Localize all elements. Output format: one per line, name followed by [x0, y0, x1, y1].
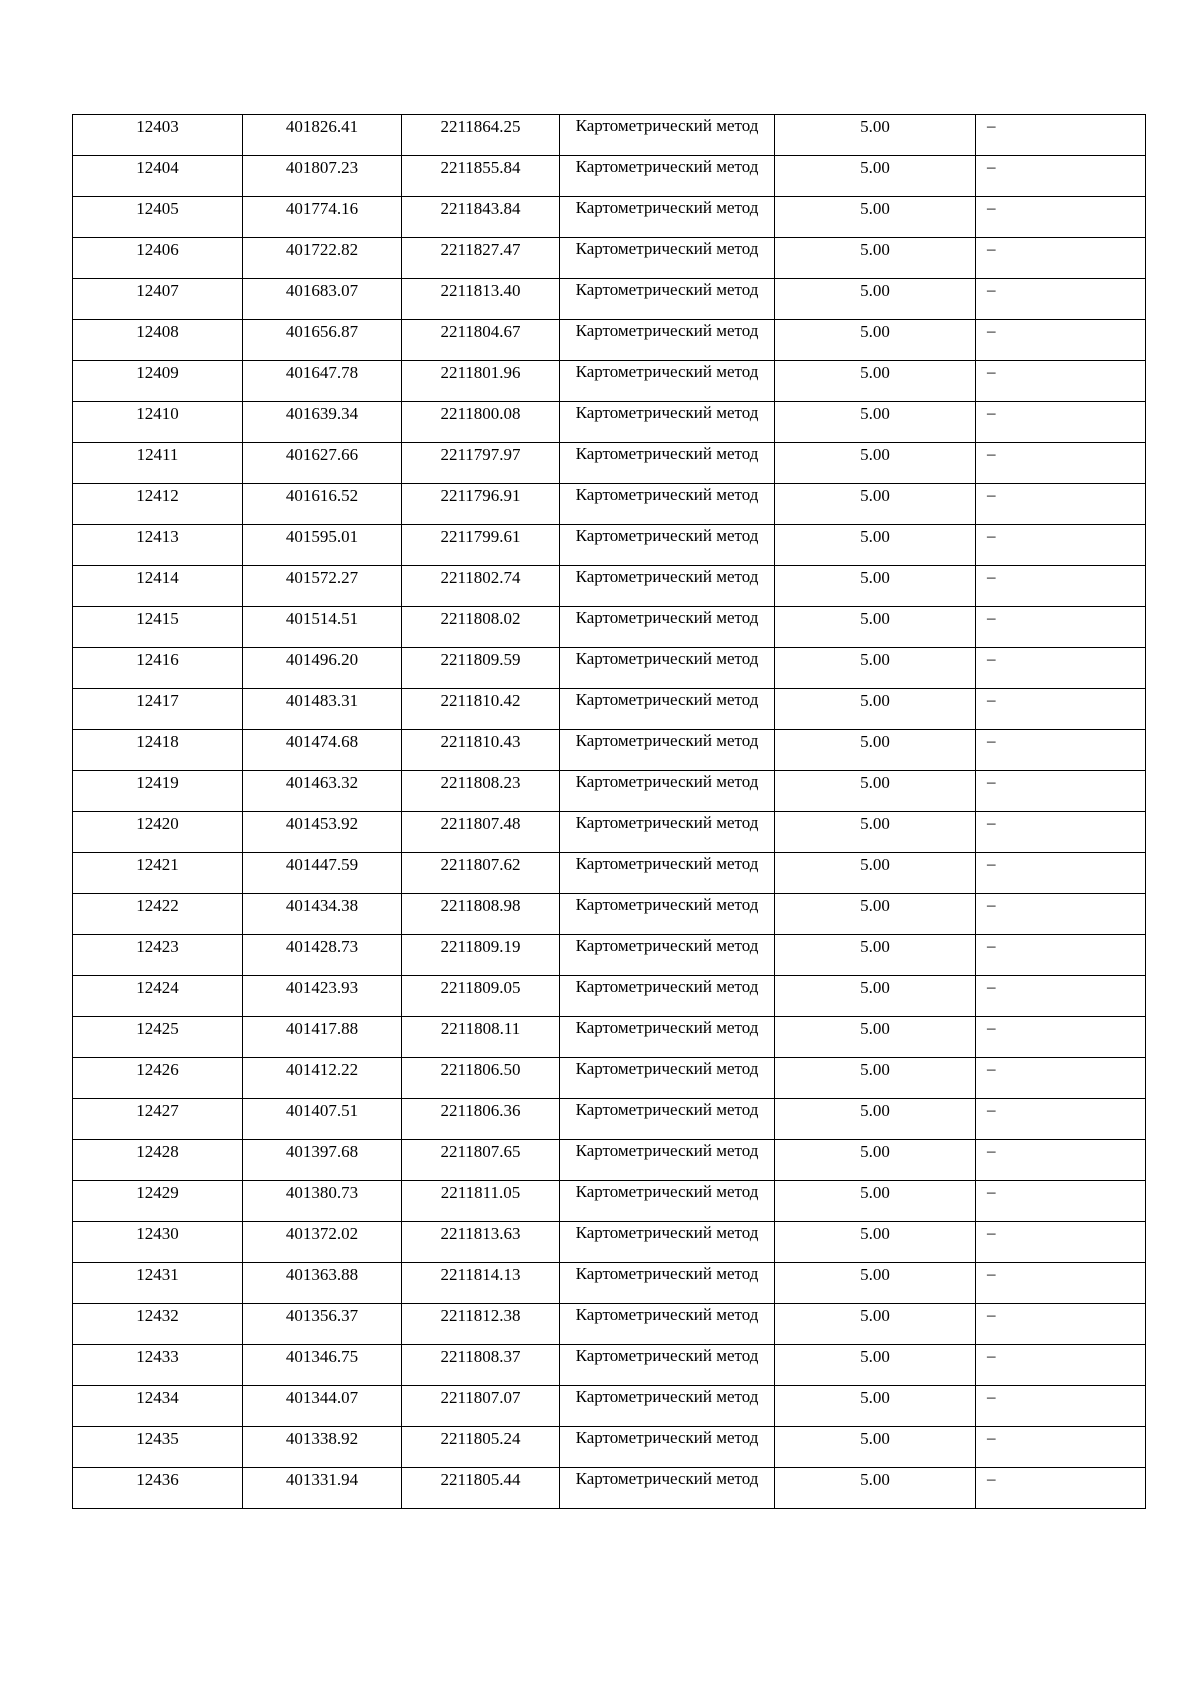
x-coordinate-cell: 401423.93: [243, 976, 402, 1017]
method-cell: Картометрический метод: [560, 115, 775, 156]
point-number-cell: 12415: [73, 607, 243, 648]
point-number-cell: 12414: [73, 566, 243, 607]
table-row: [73, 1427, 1146, 1468]
table-row: [73, 1222, 1146, 1263]
precision-cell: 5.00: [775, 935, 976, 976]
table-row: [73, 402, 1146, 443]
precision-cell: 5.00: [775, 361, 976, 402]
precision-cell: 5.00: [775, 1181, 976, 1222]
point-number-cell: 12427: [73, 1099, 243, 1140]
table-row: [73, 238, 1146, 279]
table-row: [73, 1263, 1146, 1304]
note-cell: –: [976, 361, 1146, 402]
table-row: [73, 1058, 1146, 1099]
method-cell: Картометрический метод: [560, 1058, 775, 1099]
precision-cell: 5.00: [775, 648, 976, 689]
method-cell: Картометрический метод: [560, 238, 775, 279]
x-coordinate-cell: 401627.66: [243, 443, 402, 484]
x-coordinate-cell: 401372.02: [243, 1222, 402, 1263]
y-coordinate-cell: 2211797.97: [402, 443, 560, 484]
method-cell: Картометрический метод: [560, 1181, 775, 1222]
table-row: [73, 484, 1146, 525]
precision-cell: 5.00: [775, 566, 976, 607]
y-coordinate-cell: 2211811.05: [402, 1181, 560, 1222]
table-row: [73, 197, 1146, 238]
method-cell: Картометрический метод: [560, 1304, 775, 1345]
x-coordinate-cell: 401453.92: [243, 812, 402, 853]
method-cell: Картометрический метод: [560, 443, 775, 484]
method-cell: Картометрический метод: [560, 648, 775, 689]
point-number-cell: 12408: [73, 320, 243, 361]
note-cell: –: [976, 156, 1146, 197]
y-coordinate-cell: 2211808.98: [402, 894, 560, 935]
precision-cell: 5.00: [775, 1468, 976, 1509]
method-cell: Картометрический метод: [560, 730, 775, 771]
point-number-cell: 12422: [73, 894, 243, 935]
x-coordinate-cell: 401656.87: [243, 320, 402, 361]
x-coordinate-cell: 401683.07: [243, 279, 402, 320]
precision-cell: 5.00: [775, 197, 976, 238]
note-cell: –: [976, 1427, 1146, 1468]
note-cell: –: [976, 730, 1146, 771]
method-cell: Картометрический метод: [560, 320, 775, 361]
precision-cell: 5.00: [775, 976, 976, 1017]
x-coordinate-cell: 401807.23: [243, 156, 402, 197]
note-cell: –: [976, 976, 1146, 1017]
table-row: [73, 566, 1146, 607]
note-cell: –: [976, 1304, 1146, 1345]
point-number-cell: 12404: [73, 156, 243, 197]
method-cell: Картометрический метод: [560, 935, 775, 976]
table-row: [73, 443, 1146, 484]
y-coordinate-cell: 2211799.61: [402, 525, 560, 566]
point-number-cell: 12426: [73, 1058, 243, 1099]
x-coordinate-cell: 401346.75: [243, 1345, 402, 1386]
point-number-cell: 12419: [73, 771, 243, 812]
y-coordinate-cell: 2211802.74: [402, 566, 560, 607]
y-coordinate-cell: 2211807.65: [402, 1140, 560, 1181]
y-coordinate-cell: 2211809.19: [402, 935, 560, 976]
method-cell: Картометрический метод: [560, 156, 775, 197]
point-number-cell: 12413: [73, 525, 243, 566]
table-row: [73, 812, 1146, 853]
point-number-cell: 12430: [73, 1222, 243, 1263]
y-coordinate-cell: 2211810.43: [402, 730, 560, 771]
precision-cell: 5.00: [775, 812, 976, 853]
x-coordinate-cell: 401363.88: [243, 1263, 402, 1304]
table-row: [73, 320, 1146, 361]
table-row: [73, 1181, 1146, 1222]
point-number-cell: 12409: [73, 361, 243, 402]
y-coordinate-cell: 2211796.91: [402, 484, 560, 525]
method-cell: Картометрический метод: [560, 607, 775, 648]
point-number-cell: 12424: [73, 976, 243, 1017]
y-coordinate-cell: 2211806.36: [402, 1099, 560, 1140]
x-coordinate-cell: 401474.68: [243, 730, 402, 771]
x-coordinate-cell: 401639.34: [243, 402, 402, 443]
y-coordinate-cell: 2211810.42: [402, 689, 560, 730]
note-cell: –: [976, 1181, 1146, 1222]
precision-cell: 5.00: [775, 1427, 976, 1468]
table-row: [73, 1468, 1146, 1509]
y-coordinate-cell: 2211807.48: [402, 812, 560, 853]
method-cell: Картометрический метод: [560, 812, 775, 853]
x-coordinate-cell: 401331.94: [243, 1468, 402, 1509]
point-number-cell: 12405: [73, 197, 243, 238]
table-row: [73, 894, 1146, 935]
point-number-cell: 12412: [73, 484, 243, 525]
precision-cell: 5.00: [775, 1345, 976, 1386]
table-row: [73, 935, 1146, 976]
precision-cell: 5.00: [775, 484, 976, 525]
y-coordinate-cell: 2211864.25: [402, 115, 560, 156]
note-cell: –: [976, 894, 1146, 935]
table-row: [73, 853, 1146, 894]
x-coordinate-cell: 401356.37: [243, 1304, 402, 1345]
table-row: [73, 1017, 1146, 1058]
x-coordinate-cell: 401722.82: [243, 238, 402, 279]
table-row: [73, 648, 1146, 689]
method-cell: Картометрический метод: [560, 1345, 775, 1386]
note-cell: –: [976, 320, 1146, 361]
method-cell: Картометрический метод: [560, 361, 775, 402]
note-cell: –: [976, 115, 1146, 156]
y-coordinate-cell: 2211801.96: [402, 361, 560, 402]
table-row: [73, 689, 1146, 730]
point-number-cell: 12429: [73, 1181, 243, 1222]
point-number-cell: 12417: [73, 689, 243, 730]
note-cell: –: [976, 238, 1146, 279]
x-coordinate-cell: 401397.68: [243, 1140, 402, 1181]
note-cell: –: [976, 443, 1146, 484]
precision-cell: 5.00: [775, 1058, 976, 1099]
table-row: [73, 115, 1146, 156]
y-coordinate-cell: 2211805.24: [402, 1427, 560, 1468]
y-coordinate-cell: 2211827.47: [402, 238, 560, 279]
table-row: [73, 1345, 1146, 1386]
point-number-cell: 12416: [73, 648, 243, 689]
x-coordinate-cell: 401463.32: [243, 771, 402, 812]
x-coordinate-cell: 401338.92: [243, 1427, 402, 1468]
x-coordinate-cell: 401412.22: [243, 1058, 402, 1099]
method-cell: Картометрический метод: [560, 197, 775, 238]
method-cell: Картометрический метод: [560, 1386, 775, 1427]
precision-cell: 5.00: [775, 607, 976, 648]
y-coordinate-cell: 2211808.37: [402, 1345, 560, 1386]
x-coordinate-cell: 401434.38: [243, 894, 402, 935]
point-number-cell: 12435: [73, 1427, 243, 1468]
precision-cell: 5.00: [775, 279, 976, 320]
method-cell: Картометрический метод: [560, 1263, 775, 1304]
table-row: [73, 1099, 1146, 1140]
y-coordinate-cell: 2211805.44: [402, 1468, 560, 1509]
precision-cell: 5.00: [775, 156, 976, 197]
note-cell: –: [976, 1017, 1146, 1058]
x-coordinate-cell: 401344.07: [243, 1386, 402, 1427]
note-cell: –: [976, 771, 1146, 812]
note-cell: –: [976, 812, 1146, 853]
table-row: [73, 607, 1146, 648]
point-number-cell: 12431: [73, 1263, 243, 1304]
x-coordinate-cell: 401407.51: [243, 1099, 402, 1140]
point-number-cell: 12406: [73, 238, 243, 279]
point-number-cell: 12434: [73, 1386, 243, 1427]
point-number-cell: 12428: [73, 1140, 243, 1181]
note-cell: –: [976, 1058, 1146, 1099]
coordinates-table: [72, 114, 1146, 1509]
note-cell: –: [976, 1263, 1146, 1304]
note-cell: –: [976, 566, 1146, 607]
table-row: [73, 730, 1146, 771]
table-row: [73, 361, 1146, 402]
method-cell: Картометрический метод: [560, 525, 775, 566]
method-cell: Картометрический метод: [560, 1140, 775, 1181]
y-coordinate-cell: 2211843.84: [402, 197, 560, 238]
table-row: [73, 771, 1146, 812]
precision-cell: 5.00: [775, 1263, 976, 1304]
x-coordinate-cell: 401572.27: [243, 566, 402, 607]
method-cell: Картометрический метод: [560, 566, 775, 607]
note-cell: –: [976, 853, 1146, 894]
precision-cell: 5.00: [775, 1099, 976, 1140]
precision-cell: 5.00: [775, 443, 976, 484]
precision-cell: 5.00: [775, 402, 976, 443]
precision-cell: 5.00: [775, 894, 976, 935]
x-coordinate-cell: 401417.88: [243, 1017, 402, 1058]
note-cell: –: [976, 1222, 1146, 1263]
point-number-cell: 12436: [73, 1468, 243, 1509]
precision-cell: 5.00: [775, 689, 976, 730]
method-cell: Картометрический метод: [560, 976, 775, 1017]
note-cell: –: [976, 484, 1146, 525]
x-coordinate-cell: 401496.20: [243, 648, 402, 689]
note-cell: –: [976, 525, 1146, 566]
method-cell: Картометрический метод: [560, 853, 775, 894]
note-cell: –: [976, 197, 1146, 238]
method-cell: Картометрический метод: [560, 1099, 775, 1140]
x-coordinate-cell: 401380.73: [243, 1181, 402, 1222]
precision-cell: 5.00: [775, 1222, 976, 1263]
table-row: [73, 1140, 1146, 1181]
y-coordinate-cell: 2211812.38: [402, 1304, 560, 1345]
x-coordinate-cell: 401616.52: [243, 484, 402, 525]
point-number-cell: 12433: [73, 1345, 243, 1386]
point-number-cell: 12407: [73, 279, 243, 320]
x-coordinate-cell: 401826.41: [243, 115, 402, 156]
y-coordinate-cell: 2211808.02: [402, 607, 560, 648]
y-coordinate-cell: 2211806.50: [402, 1058, 560, 1099]
method-cell: Картометрический метод: [560, 484, 775, 525]
point-number-cell: 12403: [73, 115, 243, 156]
x-coordinate-cell: 401447.59: [243, 853, 402, 894]
precision-cell: 5.00: [775, 1304, 976, 1345]
precision-cell: 5.00: [775, 525, 976, 566]
precision-cell: 5.00: [775, 730, 976, 771]
precision-cell: 5.00: [775, 1017, 976, 1058]
y-coordinate-cell: 2211800.08: [402, 402, 560, 443]
note-cell: –: [976, 1099, 1146, 1140]
precision-cell: 5.00: [775, 1386, 976, 1427]
method-cell: Картометрический метод: [560, 1468, 775, 1509]
y-coordinate-cell: 2211807.62: [402, 853, 560, 894]
table-row: [73, 976, 1146, 1017]
note-cell: –: [976, 648, 1146, 689]
precision-cell: 5.00: [775, 771, 976, 812]
table-row: [73, 1386, 1146, 1427]
precision-cell: 5.00: [775, 853, 976, 894]
x-coordinate-cell: 401595.01: [243, 525, 402, 566]
table-row: [73, 1304, 1146, 1345]
point-number-cell: 12420: [73, 812, 243, 853]
y-coordinate-cell: 2211855.84: [402, 156, 560, 197]
y-coordinate-cell: 2211807.07: [402, 1386, 560, 1427]
precision-cell: 5.00: [775, 115, 976, 156]
note-cell: –: [976, 1386, 1146, 1427]
note-cell: –: [976, 1140, 1146, 1181]
method-cell: Картометрический метод: [560, 894, 775, 935]
table-row: [73, 525, 1146, 566]
method-cell: Картометрический метод: [560, 1017, 775, 1058]
note-cell: –: [976, 689, 1146, 730]
point-number-cell: 12425: [73, 1017, 243, 1058]
x-coordinate-cell: 401483.31: [243, 689, 402, 730]
note-cell: –: [976, 607, 1146, 648]
point-number-cell: 12421: [73, 853, 243, 894]
method-cell: Картометрический метод: [560, 771, 775, 812]
y-coordinate-cell: 2211814.13: [402, 1263, 560, 1304]
method-cell: Картометрический метод: [560, 402, 775, 443]
note-cell: –: [976, 1345, 1146, 1386]
document-page: [72, 114, 1145, 1509]
y-coordinate-cell: 2211813.40: [402, 279, 560, 320]
note-cell: –: [976, 279, 1146, 320]
x-coordinate-cell: 401428.73: [243, 935, 402, 976]
y-coordinate-cell: 2211813.63: [402, 1222, 560, 1263]
y-coordinate-cell: 2211804.67: [402, 320, 560, 361]
point-number-cell: 12423: [73, 935, 243, 976]
x-coordinate-cell: 401774.16: [243, 197, 402, 238]
x-coordinate-cell: 401647.78: [243, 361, 402, 402]
method-cell: Картометрический метод: [560, 279, 775, 320]
x-coordinate-cell: 401514.51: [243, 607, 402, 648]
y-coordinate-cell: 2211808.11: [402, 1017, 560, 1058]
y-coordinate-cell: 2211809.59: [402, 648, 560, 689]
point-number-cell: 12418: [73, 730, 243, 771]
method-cell: Картометрический метод: [560, 1427, 775, 1468]
point-number-cell: 12432: [73, 1304, 243, 1345]
precision-cell: 5.00: [775, 1140, 976, 1181]
note-cell: –: [976, 935, 1146, 976]
note-cell: –: [976, 1468, 1146, 1509]
y-coordinate-cell: 2211809.05: [402, 976, 560, 1017]
note-cell: –: [976, 402, 1146, 443]
table-row: [73, 156, 1146, 197]
method-cell: Картометрический метод: [560, 689, 775, 730]
y-coordinate-cell: 2211808.23: [402, 771, 560, 812]
point-number-cell: 12411: [73, 443, 243, 484]
table-row: [73, 279, 1146, 320]
precision-cell: 5.00: [775, 320, 976, 361]
precision-cell: 5.00: [775, 238, 976, 279]
point-number-cell: 12410: [73, 402, 243, 443]
method-cell: Картометрический метод: [560, 1222, 775, 1263]
table-body: [73, 115, 1146, 1509]
